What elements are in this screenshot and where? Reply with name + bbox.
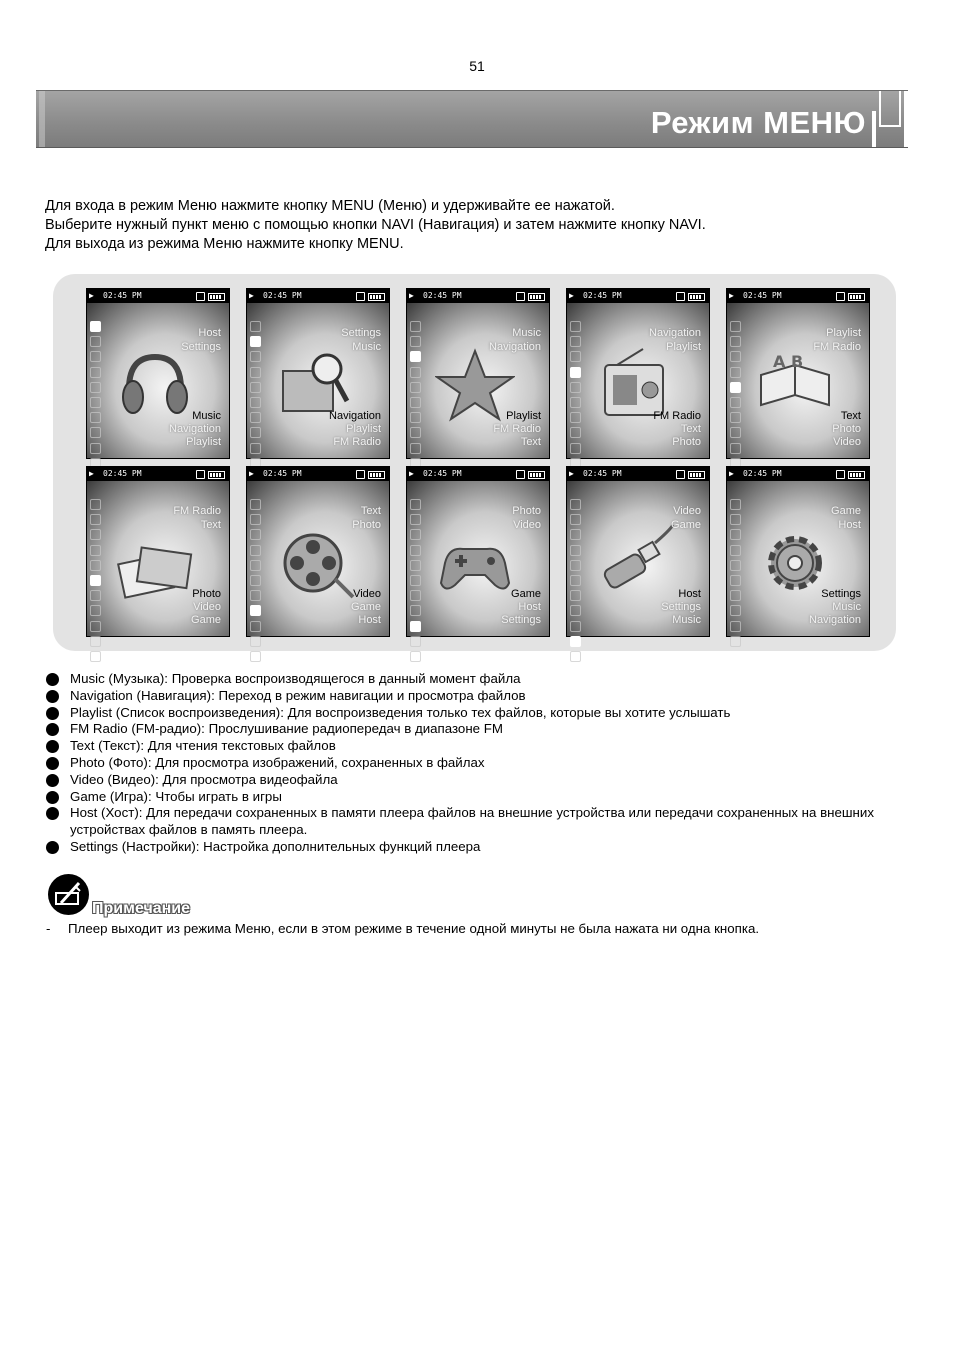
list-item-text: Settings (Настройки): Настройка дополнительных функций плеера <box>70 838 481 854</box>
menu-category-icon <box>250 499 261 510</box>
status-bar <box>567 289 709 303</box>
menu-category-icon <box>250 336 261 347</box>
menu-label-prev: Host <box>198 327 221 339</box>
menu-label-selected: Settings <box>821 588 861 600</box>
status-bar <box>407 289 549 303</box>
list-item-text: Playlist (Список воспроизведения): Для воспроизведения только тех файлов, которые вы хотите услышать <box>70 704 731 720</box>
bullet-icon <box>46 774 59 787</box>
status-bar <box>567 467 709 481</box>
menu-screen-9 <box>566 466 710 637</box>
battery-icon <box>688 293 705 301</box>
menu-category-icon <box>730 545 741 556</box>
menu-icon-column <box>250 321 262 488</box>
menu-label-next: Host <box>358 614 381 626</box>
book-icon <box>755 345 835 425</box>
star-icon <box>435 345 515 425</box>
menu-category-icon <box>90 382 101 393</box>
bullet-icon <box>46 791 59 804</box>
menu-category-icon <box>410 621 421 632</box>
play-icon: ▶ <box>249 469 254 478</box>
menu-label-prev: Navigation <box>489 341 541 353</box>
menu-category-icon <box>730 605 741 616</box>
lock-icon <box>676 292 685 301</box>
menu-label-next: Navigation <box>809 614 861 626</box>
menu-category-icon <box>570 590 581 601</box>
menu-category-icon <box>90 651 101 662</box>
battery-icon <box>848 293 865 301</box>
play-icon: ▶ <box>249 291 254 300</box>
menu-category-icon <box>410 575 421 586</box>
svg-text:A B: A B <box>773 352 804 371</box>
menu-category-icon <box>250 443 261 454</box>
menu-label-prev: Photo <box>512 505 541 517</box>
battery-icon <box>208 293 225 301</box>
bullet-icon <box>46 807 59 820</box>
menu-category-icon <box>90 397 101 408</box>
menu-screen-6 <box>86 466 230 637</box>
menu-category-icon <box>250 412 261 423</box>
menu-category-icon <box>90 605 101 616</box>
menu-category-icon <box>730 529 741 540</box>
status-time: 02:45 PM <box>583 291 622 300</box>
play-icon: ▶ <box>729 469 734 478</box>
status-time: 02:45 PM <box>743 291 782 300</box>
menu-icon-column <box>250 499 262 666</box>
menu-label-next: Host <box>518 601 541 613</box>
menu-category-icon <box>250 529 261 540</box>
lock-icon <box>356 470 365 479</box>
menu-screen-10 <box>726 466 870 637</box>
bullet-icon <box>46 757 59 770</box>
menu-category-icon <box>570 367 581 378</box>
play-icon: ▶ <box>729 291 734 300</box>
menu-label-selected: Music <box>192 410 221 422</box>
menu-label-next: FM Radio <box>493 423 541 435</box>
lock-icon <box>676 470 685 479</box>
bullet-icon <box>46 841 59 854</box>
menu-category-icon <box>730 412 741 423</box>
menu-category-icon <box>90 499 101 510</box>
battery-icon <box>848 471 865 479</box>
menu-category-icon <box>90 590 101 601</box>
menu-label-next: Playlist <box>186 436 221 448</box>
menu-category-icon <box>410 514 421 525</box>
menu-label-next: Video <box>833 436 861 448</box>
menu-screen-5 <box>726 288 870 459</box>
menu-category-icon <box>410 545 421 556</box>
status-bar <box>727 289 869 303</box>
menu-category-icon <box>570 427 581 438</box>
page-number: 51 <box>469 58 485 74</box>
menu-label-selected: Playlist <box>506 410 541 422</box>
menu-category-icon <box>730 514 741 525</box>
menu-category-icon <box>90 545 101 556</box>
menu-category-icon <box>730 427 741 438</box>
menu-label-prev: FM Radio <box>173 505 221 517</box>
list-item <box>46 721 906 738</box>
menu-category-icon <box>570 651 581 662</box>
lock-icon <box>836 292 845 301</box>
list-item-text: FM Radio (FM-радио): Прослушивание радиопередач в диапазоне FM <box>70 721 503 737</box>
lock-icon <box>516 470 525 479</box>
menu-label-next: Navigation <box>169 423 221 435</box>
menu-label-next: Photo <box>672 436 701 448</box>
list-item <box>46 805 906 839</box>
menu-label-selected: Photo <box>192 588 221 600</box>
status-time: 02:45 PM <box>583 469 622 478</box>
menu-category-icon <box>730 621 741 632</box>
menu-category-icon <box>730 560 741 571</box>
menu-label-prev: Music <box>352 341 381 353</box>
battery-icon <box>528 293 545 301</box>
status-bar <box>87 467 229 481</box>
list-item-text: Text (Текст): Для чтения текстовых файлов <box>70 738 336 754</box>
menu-category-icon <box>410 443 421 454</box>
menu-category-icon <box>570 560 581 571</box>
battery-icon <box>528 471 545 479</box>
menu-category-icon <box>250 621 261 632</box>
menu-category-icon <box>410 336 421 347</box>
page-title: Режим МЕНЮ <box>650 105 866 140</box>
menu-label-prev: Host <box>838 519 861 531</box>
menu-category-icon <box>730 321 741 332</box>
menu-screen-1 <box>86 288 230 459</box>
menu-category-icon <box>570 605 581 616</box>
menu-icon-column <box>730 321 742 488</box>
menu-category-icon <box>730 499 741 510</box>
menu-category-icon <box>570 529 581 540</box>
lock-icon <box>356 292 365 301</box>
menu-category-icon <box>730 575 741 586</box>
play-icon: ▶ <box>569 469 574 478</box>
list-item <box>46 671 906 688</box>
battery-icon <box>688 471 705 479</box>
menu-label-next: Game <box>191 614 221 626</box>
menu-label-next: FM Radio <box>333 436 381 448</box>
intro-text <box>45 197 706 254</box>
menu-label-prev: Text <box>200 519 221 531</box>
menu-category-icon <box>570 336 581 347</box>
menu-label-next: Text <box>680 423 701 435</box>
list-item <box>46 688 906 705</box>
status-time: 02:45 PM <box>743 469 782 478</box>
menu-label-next: Game <box>351 601 381 613</box>
menu-category-icon <box>250 636 261 647</box>
bullet-icon <box>46 673 59 686</box>
menu-icon-column <box>410 321 422 488</box>
list-item-text: Navigation (Навигация): Переход в режим навигации и просмотра файлов <box>70 687 526 703</box>
lock-icon <box>516 292 525 301</box>
menu-category-icon <box>570 443 581 454</box>
menu-category-icon <box>90 321 101 332</box>
menu-icon-column <box>90 321 102 488</box>
menu-category-icon <box>570 514 581 525</box>
menu-category-icon <box>730 397 741 408</box>
bullet-icon <box>46 723 59 736</box>
bullet-icon <box>46 707 59 720</box>
menu-category-icon <box>90 621 101 632</box>
menu-label-selected: FM Radio <box>653 410 701 422</box>
menu-icon-column <box>570 499 582 666</box>
menu-category-icon <box>410 321 421 332</box>
menu-label-next: Music <box>832 601 861 613</box>
status-time: 02:45 PM <box>423 469 462 478</box>
menu-category-icon <box>250 590 261 601</box>
menu-category-icon <box>250 427 261 438</box>
menu-category-icon <box>410 382 421 393</box>
note-text: Плеер выходит из режима Меню, если в этом режиме в течение одной минуты не была нажата ни одна кнопка. <box>68 921 760 936</box>
photos-icon <box>115 523 195 603</box>
menu-label-selected: Text <box>840 410 861 422</box>
list-item-text: Video (Видео): Для просмотра видеофайла <box>70 771 338 787</box>
menu-label-selected: Host <box>678 588 701 600</box>
menu-category-icon <box>410 397 421 408</box>
menu-category-icon <box>90 336 101 347</box>
list-item-text: Game (Игра): Чтобы играть в игры <box>70 788 282 804</box>
menu-label-prev: Game <box>831 505 861 517</box>
list-item-text: Host (Хост): Для передачи сохраненных в памяти плеера файлов на внешние устройства или передачи сохраненных на внешних устройствах файлов в память плеера. <box>70 805 874 838</box>
menu-label-next: Photo <box>832 423 861 435</box>
menu-category-icon <box>90 367 101 378</box>
menu-category-icon <box>730 367 741 378</box>
status-bar <box>87 289 229 303</box>
menu-category-icon <box>90 514 101 525</box>
list-item <box>46 738 906 755</box>
bullet-icon <box>46 740 59 753</box>
play-icon: ▶ <box>89 469 94 478</box>
menu-category-icon <box>570 499 581 510</box>
menu-label-prev: Video <box>673 505 701 517</box>
menu-category-icon <box>570 382 581 393</box>
menu-label-prev: Music <box>512 327 541 339</box>
menu-category-icon <box>90 351 101 362</box>
menu-category-icon <box>90 529 101 540</box>
menu-icon-column <box>90 499 102 666</box>
menu-category-icon <box>90 560 101 571</box>
menu-category-icon <box>570 621 581 632</box>
menu-label-next: Playlist <box>346 423 381 435</box>
menu-category-icon <box>250 321 261 332</box>
lock-icon <box>196 292 205 301</box>
menu-screen-2 <box>246 288 390 459</box>
menu-category-icon <box>410 651 421 662</box>
intro-line: Выберите нужный пункт меню с помощью кнопки NAVI (Навигация) и затем нажмите кнопку NAVI. <box>45 217 706 233</box>
list-item <box>46 789 906 806</box>
menu-label-prev: Video <box>513 519 541 531</box>
menu-category-icon <box>410 367 421 378</box>
play-icon: ▶ <box>409 291 414 300</box>
menu-screen-4 <box>566 288 710 459</box>
menu-screen-3 <box>406 288 550 459</box>
menu-screen-8 <box>406 466 550 637</box>
menu-category-icon <box>730 636 741 647</box>
menu-category-icon <box>570 636 581 647</box>
menu-category-icon <box>570 575 581 586</box>
status-bar <box>407 467 549 481</box>
menu-label-prev: Playlist <box>666 341 701 353</box>
menu-category-icon <box>730 336 741 347</box>
menu-icon-column <box>730 499 742 666</box>
menu-screens-panel <box>53 274 896 651</box>
intro-line: Для входа в режим Меню нажмите кнопку MENU (Меню) и удерживайте ее нажатой. <box>45 198 615 214</box>
menu-category-icon <box>90 443 101 454</box>
menu-icon-column <box>410 499 422 666</box>
menu-category-icon <box>250 575 261 586</box>
menu-label-next: Settings <box>661 601 701 613</box>
menu-label-prev: Playlist <box>826 327 861 339</box>
menu-category-icon <box>570 397 581 408</box>
menu-label-prev: Settings <box>341 327 381 339</box>
title-bar-edge <box>39 91 45 147</box>
title-bar <box>36 90 908 148</box>
title-decoration <box>872 111 876 147</box>
menu-category-icon <box>410 529 421 540</box>
menu-category-icon <box>250 514 261 525</box>
menu-category-icon <box>570 321 581 332</box>
play-icon: ▶ <box>569 291 574 300</box>
note-dash: - <box>46 921 51 936</box>
menu-category-icon <box>730 651 741 662</box>
menu-label-prev: Settings <box>181 341 221 353</box>
menu-category-icon <box>90 575 101 586</box>
menu-label-next: Text <box>520 436 541 448</box>
status-bar <box>727 467 869 481</box>
status-time: 02:45 PM <box>263 291 302 300</box>
lock-icon <box>836 470 845 479</box>
status-time: 02:45 PM <box>423 291 462 300</box>
menu-category-icon <box>410 499 421 510</box>
menu-category-icon <box>250 367 261 378</box>
note-title: Примечание <box>92 900 191 917</box>
play-icon: ▶ <box>89 291 94 300</box>
status-time: 02:45 PM <box>263 469 302 478</box>
title-decoration <box>879 91 901 127</box>
menu-label-selected: Game <box>511 588 541 600</box>
menu-category-icon <box>410 412 421 423</box>
menu-category-icon <box>410 590 421 601</box>
menu-label-prev: Navigation <box>649 327 701 339</box>
menu-category-icon <box>570 412 581 423</box>
menu-category-icon <box>250 545 261 556</box>
menu-label-prev: FM Radio <box>813 341 861 353</box>
status-time: 02:45 PM <box>103 291 142 300</box>
menu-category-icon <box>410 636 421 647</box>
menu-category-icon <box>250 397 261 408</box>
list-item <box>46 839 906 856</box>
menu-label-next: Music <box>672 614 701 626</box>
menu-category-icon <box>410 427 421 438</box>
status-bar <box>247 289 389 303</box>
headphones-icon <box>115 345 195 425</box>
menu-label-prev: Game <box>671 519 701 531</box>
status-time: 02:45 PM <box>103 469 142 478</box>
menu-category-icon <box>250 651 261 662</box>
menu-category-icon <box>250 351 261 362</box>
list-item <box>46 755 906 772</box>
lock-icon <box>196 470 205 479</box>
list-item-text: Music (Музыка): Проверка воспроизводящегося в данный момент файла <box>70 671 521 686</box>
menu-category-icon <box>90 412 101 423</box>
note-pen-icon <box>47 873 90 916</box>
menu-category-icon <box>410 605 421 616</box>
bullet-icon <box>46 690 59 703</box>
battery-icon <box>368 471 385 479</box>
battery-icon <box>208 471 225 479</box>
menu-category-icon <box>90 636 101 647</box>
title-decoration <box>904 91 908 147</box>
menu-label-prev: Text <box>360 505 381 517</box>
menu-label-next: Video <box>193 601 221 613</box>
menu-category-icon <box>730 351 741 362</box>
menu-category-icon <box>730 382 741 393</box>
list-item <box>46 772 906 789</box>
menu-label-prev: Photo <box>352 519 381 531</box>
usb-stick-icon <box>595 523 675 603</box>
menu-category-icon <box>90 427 101 438</box>
menu-category-icon <box>410 560 421 571</box>
menu-category-icon <box>250 382 261 393</box>
menu-category-icon <box>570 545 581 556</box>
menu-screen-7 <box>246 466 390 637</box>
menu-label-selected: Video <box>353 588 381 600</box>
menu-category-icon <box>410 351 421 362</box>
menu-category-icon <box>730 590 741 601</box>
gamepad-icon <box>435 523 515 603</box>
menu-category-icon <box>730 443 741 454</box>
status-bar <box>247 467 389 481</box>
menu-category-icon <box>250 605 261 616</box>
menu-label-next: Settings <box>501 614 541 626</box>
menu-items-list <box>46 671 906 856</box>
menu-label-selected: Navigation <box>329 410 381 422</box>
list-item-text: Photo (Фото): Для просмотра изображений, сохраненных в файлах <box>70 754 485 770</box>
play-icon: ▶ <box>409 469 414 478</box>
film-reel-icon <box>275 523 355 603</box>
menu-category-icon <box>570 351 581 362</box>
list-item <box>46 705 906 722</box>
menu-icon-column <box>570 321 582 488</box>
intro-line: Для выхода из режима Меню нажмите кнопку MENU. <box>45 236 404 252</box>
battery-icon <box>368 293 385 301</box>
menu-category-icon <box>250 560 261 571</box>
